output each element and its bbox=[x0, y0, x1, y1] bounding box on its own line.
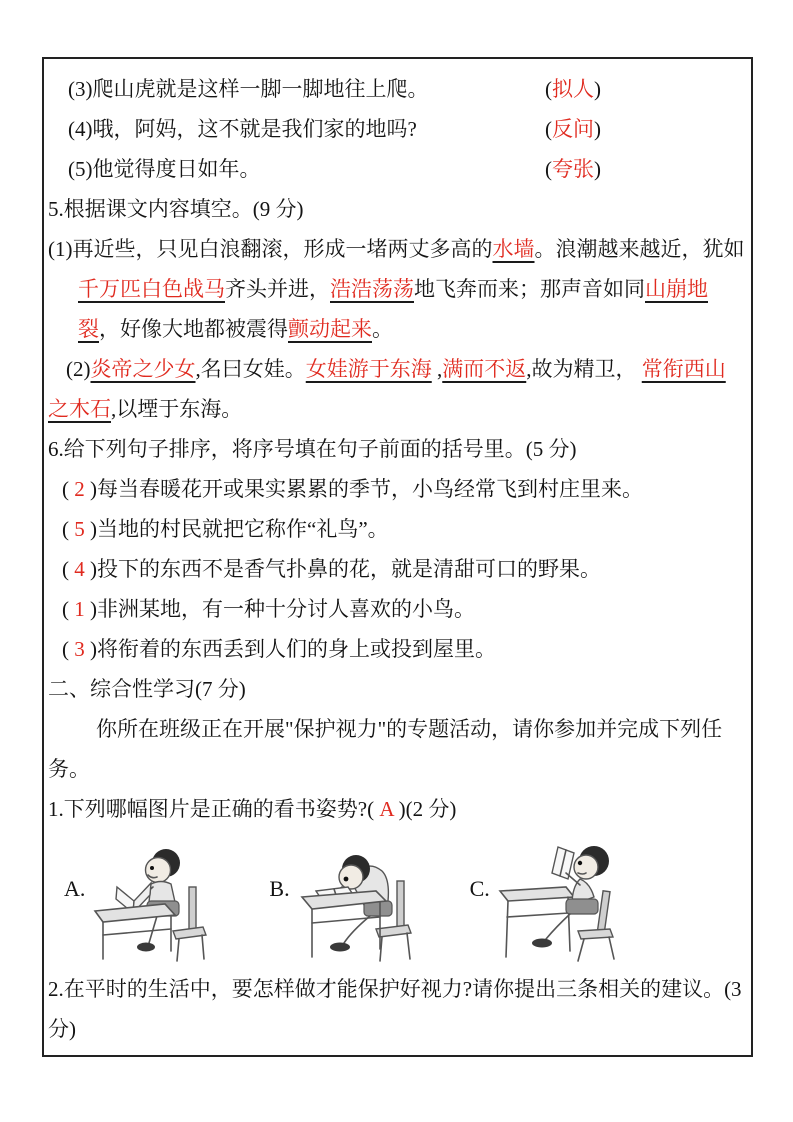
rhetoric-item-5 bbox=[48, 149, 745, 189]
rhetoric-item-4-text: (4)哦，阿妈，这不就是我们家的地吗? bbox=[68, 117, 417, 141]
sequence-number: 4 bbox=[74, 557, 85, 581]
posture-options-row bbox=[64, 839, 745, 967]
fill-answer: 山崩地裂 bbox=[78, 277, 708, 341]
posture-option-a bbox=[64, 839, 217, 965]
rhetoric-item-4 bbox=[48, 109, 745, 149]
rhetoric-item-5-text: (5)他觉得度日如年。 bbox=[68, 157, 261, 181]
posture-answer: A bbox=[379, 797, 394, 821]
sequence-number: 3 bbox=[74, 637, 85, 661]
fill-answer: 水墙 bbox=[492, 237, 535, 261]
answer-blank-5: (夸张) bbox=[545, 157, 601, 181]
posture-a-upright-reading-image bbox=[89, 839, 217, 965]
fill-answer: 常衔西山之木石 bbox=[48, 357, 726, 421]
sequence-number: 2 bbox=[74, 477, 85, 501]
answer-blank-3: (拟人) bbox=[545, 77, 601, 101]
sequence-item: ( 4 )投下的东西不是香气扑鼻的花，就是清甜可口的野果。 bbox=[62, 557, 601, 581]
sequence-text: 非洲某地，有一种十分讨人喜欢的小鸟。 bbox=[97, 597, 475, 621]
posture-option-c bbox=[470, 839, 630, 965]
question-5-title: 5.根据课文内容填空。(9 分) bbox=[48, 197, 304, 221]
sequence-number: 5 bbox=[74, 517, 85, 541]
rhetoric-item-3 bbox=[48, 69, 745, 109]
sequence-text: 当地的村民就把它称作“礼鸟”。 bbox=[97, 517, 389, 541]
option-a-label: A. bbox=[64, 876, 86, 901]
sequence-number: 1 bbox=[74, 597, 85, 621]
section-2-title: 二、综合性学习(7 分) bbox=[48, 677, 246, 701]
sequence-item: ( 1 )非洲某地，有一种十分讨人喜欢的小鸟。 bbox=[62, 597, 475, 621]
posture-question: 1.下列哪幅图片是正确的看书姿势?( A )(2 分) bbox=[48, 797, 457, 821]
sequence-item: ( 3 )将衔着的东西丢到人们的身上或投到屋里。 bbox=[62, 637, 496, 661]
fill-answer: 千万匹白色战马 bbox=[78, 277, 225, 301]
sequence-text: 每当春暖花开或果实累累的季节，小鸟经常飞到村庄里来。 bbox=[97, 477, 643, 501]
question-5-passage-1: (1)再近些，只见白浪翻滚，形成一堵两丈多高的水墙。浪潮越来越近，犹如千万匹白色战马齐头并进，浩浩荡荡地飞奔而来；那声音如同山崩地裂，好像大地都被震得颤动起来。 bbox=[48, 237, 745, 341]
answer-text-4: 反问 bbox=[552, 117, 594, 141]
option-b-label: B. bbox=[269, 876, 290, 901]
sequence-text: 投下的东西不是香气扑鼻的花，就是清甜可口的野果。 bbox=[97, 557, 601, 581]
question-5-passage-2: (2)炎帝之少女,名曰女娃。女娃游于东海 ,满而不返,故为精卫， 常衔西山之木石,以堙于东海。 bbox=[48, 357, 726, 421]
fill-answer: 颤动起来 bbox=[288, 317, 372, 341]
exam-page-frame bbox=[42, 57, 753, 1057]
section-2-intro: 你所在班级正在开展"保护视力"的专题活动，请你参加并完成下列任务。 bbox=[48, 717, 723, 781]
sequence-item: ( 2 )每当春暖花开或果实累累的季节，小鸟经常飞到村庄里来。 bbox=[62, 477, 643, 501]
answer-text-5: 夸张 bbox=[552, 157, 594, 181]
fill-answer: 满而不返 bbox=[442, 357, 527, 381]
answer-text-3: 拟人 bbox=[552, 77, 594, 101]
question-6-title: 6.给下列句子排序，将序号填在句子前面的括号里。(5 分) bbox=[48, 437, 577, 461]
fill-answer: 浩浩荡荡 bbox=[330, 277, 414, 301]
option-c-label: C. bbox=[469, 876, 490, 901]
posture-option-b bbox=[269, 839, 421, 965]
sequence-text: 将衔着的东西丢到人们的身上或投到屋里。 bbox=[97, 637, 496, 661]
sequence-item: ( 5 )当地的村民就把它称作“礼鸟”。 bbox=[62, 517, 389, 541]
answer-blank-4: (反问) bbox=[545, 117, 601, 141]
advice-question: 2.在平时的生活中，要怎样做才能保护好视力?请你提出三条相关的建议。(3 分) bbox=[48, 977, 742, 1041]
posture-c-leaning-back-image bbox=[494, 839, 630, 965]
fill-answer: 炎帝之少女 bbox=[90, 357, 196, 381]
fill-answer: 女娃游于东海 bbox=[305, 357, 432, 381]
posture-b-hunched-reading-image bbox=[294, 839, 422, 965]
rhetoric-item-3-text: (3)爬山虎就是这样一脚一脚地往上爬。 bbox=[68, 77, 429, 101]
